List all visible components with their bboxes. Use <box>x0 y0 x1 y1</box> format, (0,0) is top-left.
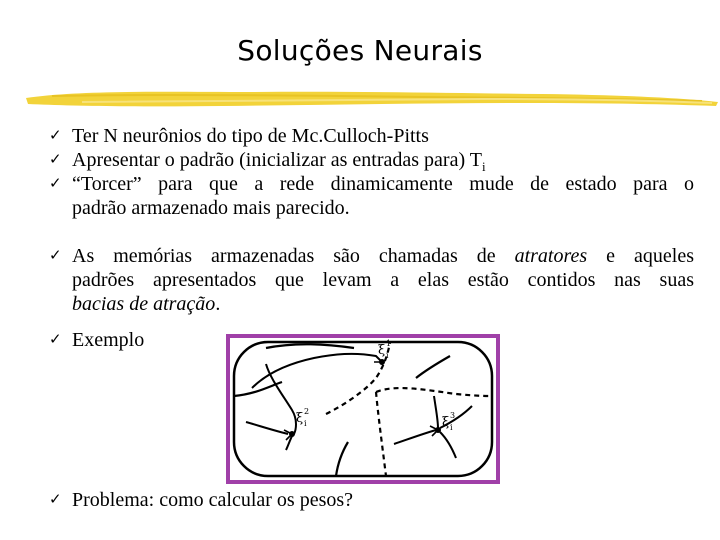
svg-text:2: 2 <box>304 407 310 416</box>
checkmark-icon: ✓ <box>49 174 62 192</box>
attractor-basins-diagram <box>226 334 500 484</box>
bullet-3-line-2: padrão armazenado mais parecido. <box>72 197 350 219</box>
checkmark-icon: ✓ <box>49 126 62 144</box>
svg-text:3: 3 <box>450 411 456 420</box>
svg-text:ξ: ξ <box>442 415 450 430</box>
bullet-1-text: Ter N neurônios do tipo de Mc.Culloch-Pitts <box>72 125 429 147</box>
bullet-2-text: Apresentar o padrão (inicializar as entradas para) $T_i$ <box>72 149 486 174</box>
svg-text:i: i <box>450 423 453 432</box>
diagram-border <box>228 336 498 482</box>
bullet-3-line-1: “Torcer” para que a rede dinamicamente mude de estado para o <box>72 173 694 195</box>
svg-text:ξ: ξ <box>296 411 304 426</box>
bullet-4-line-3: bacias de atração. <box>72 293 221 315</box>
checkmark-icon: ✓ <box>49 490 62 508</box>
bullet-6-text: Problema: como calcular os pesos? <box>72 489 354 511</box>
svg-text:i: i <box>304 419 307 428</box>
checkmark-icon: ✓ <box>49 246 62 264</box>
slide-title: Soluções Neurais <box>237 34 483 67</box>
svg-text:i: i <box>386 351 389 360</box>
svg-text:1: 1 <box>386 339 392 348</box>
checkmark-icon: ✓ <box>49 330 62 348</box>
svg-text:ξ: ξ <box>378 343 386 358</box>
checkmark-icon: ✓ <box>49 150 62 168</box>
bullet-4-line-1: As memórias armazenadas são chamadas de atratores e aqueles <box>72 245 694 267</box>
bullet-4-line-2: padrões apresentados que levam a elas estão contidos nas suas <box>72 269 694 291</box>
bullet-5-text: Exemplo <box>72 329 145 351</box>
